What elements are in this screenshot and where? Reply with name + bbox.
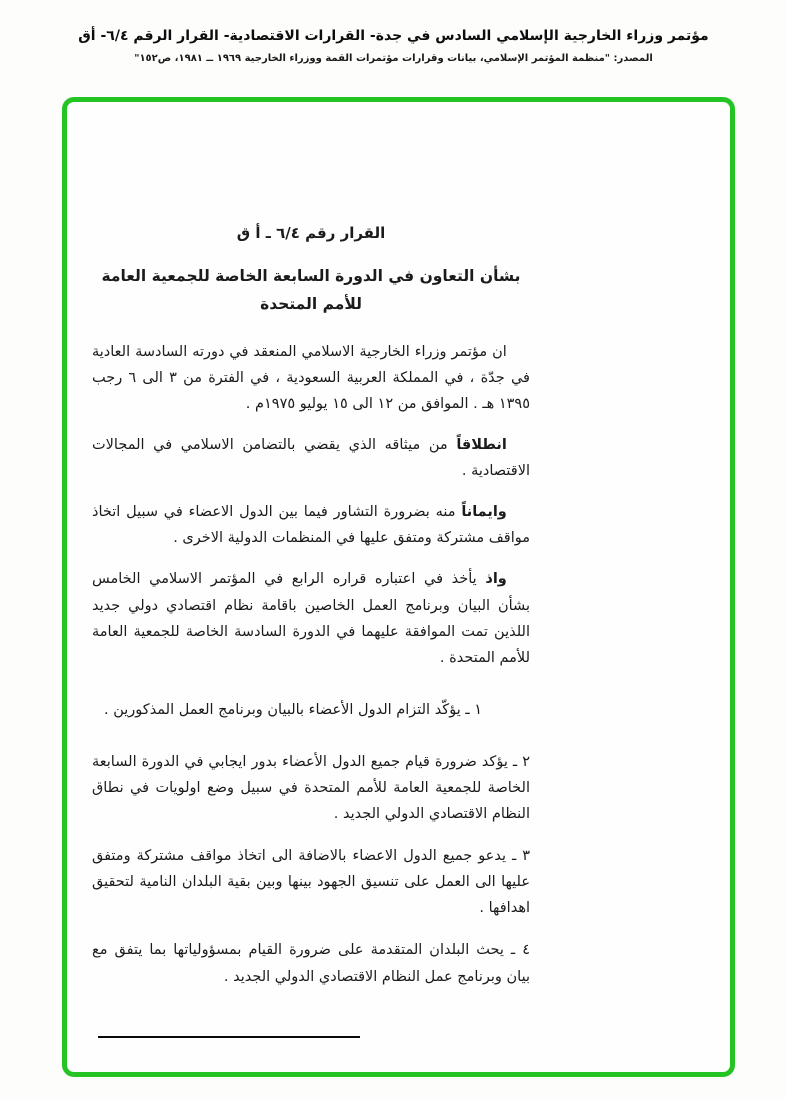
source-citation-line: المصدر: "منظمة المؤتمر الإسلامي، بيانات وقرارات مؤتمرات القمة ووزراء الخارجية ١٩٦٩ ــ ١٩٨١، ص١٥٢"	[134, 53, 653, 64]
resolution-subject-title: بشأن التعاون في الدورة السابعة الخاصة للجمعية العامة للأمم المتحدة	[101, 267, 521, 313]
paragraph-text: من ميثاقه الذي يقضي بالتضامن الاسلامي في المجالات الاقتصادية .	[92, 437, 530, 480]
resolution-number-title: القرار رقم ٦/٤ ـ أ ق	[236, 224, 386, 242]
preamble-paragraph	[92, 566, 530, 670]
divider-line	[98, 1036, 360, 1038]
paragraph-text: ان مؤتمر وزراء الخارجية الاسلامي المنعقد في دورته السادسة العادية في جدّة ، في المملكة العربية السعودية ، في الفترة من ٣ الى ٦ رجب ١٣٩٥ هـ . الموافق من ١٢ الى ١٥ يوليو ١٩٧٥م .	[92, 343, 530, 412]
resolution-item-1: ١ ـ يؤكّد التزام الدول الأعضاء بالبيان وبرنامج العمل المذكورين .	[104, 701, 482, 718]
green-highlight-frame	[62, 97, 735, 1077]
paragraph-text: منه بضرورة التشاور فيما بين الدول الاعضاء في سبيل اتخاذ مواقف مشتركة ومتفق عليها في المنظمات الدولية الاخرى .	[92, 504, 530, 547]
resolution-item-4: ٤ ـ يحث البلدان المتقدمة على ضرورة القيام بمسؤولياتها بما يتفق مع بيان وبرنامج عمل النظام الاقتصادي الدولي الجديد .	[92, 942, 530, 985]
document-header	[0, 0, 787, 64]
paragraph-text: يأخذ في اعتباره قراره الرابع في المؤتمر الاسلامي الخامس بشأن البيان وبرنامج العمل الخاصين باقامة نظام اقتصادي دولي جديد اللذين تمت الموافقة عليهما في الدورة السادسة الخاصة للجمعية العامة للأمم المتحدة .	[92, 571, 530, 666]
document-body	[92, 220, 530, 1038]
preamble-paragraph	[92, 432, 530, 484]
preamble-paragraph	[92, 339, 530, 417]
paragraph-lead: واذ	[485, 571, 507, 588]
resolution-items-list	[92, 697, 530, 990]
resolution-item-3: ٣ ـ يدعو جميع الدول الاعضاء بالاضافة الى اتخاذ مواقف مشتركة ومتفق عليها الى العمل على تنسيق الجهود بينها وبين بقية البلدان النامية لتحقيق اهدافها .	[92, 848, 530, 917]
header-title: مؤتمر وزراء الخارجية الإسلامي السادس في جدة- القرارات الاقتصادية- القرار الرقم ٦/٤- أق	[78, 28, 709, 44]
resolution-item-2: ٢ ـ يؤكد ضرورة قيام جميع الدول الأعضاء بدور ايجابي في الدورة السابعة الخاصة للجمعية العامة للأمم المتحدة في سبيل وضع اولويات في نطاق النظام الاقتصادي الدولي الجديد .	[92, 753, 530, 823]
paragraph-lead: انطلاقاً	[456, 437, 507, 454]
preamble-paragraph	[92, 499, 530, 551]
paragraph-lead: وايماناً	[461, 504, 507, 521]
